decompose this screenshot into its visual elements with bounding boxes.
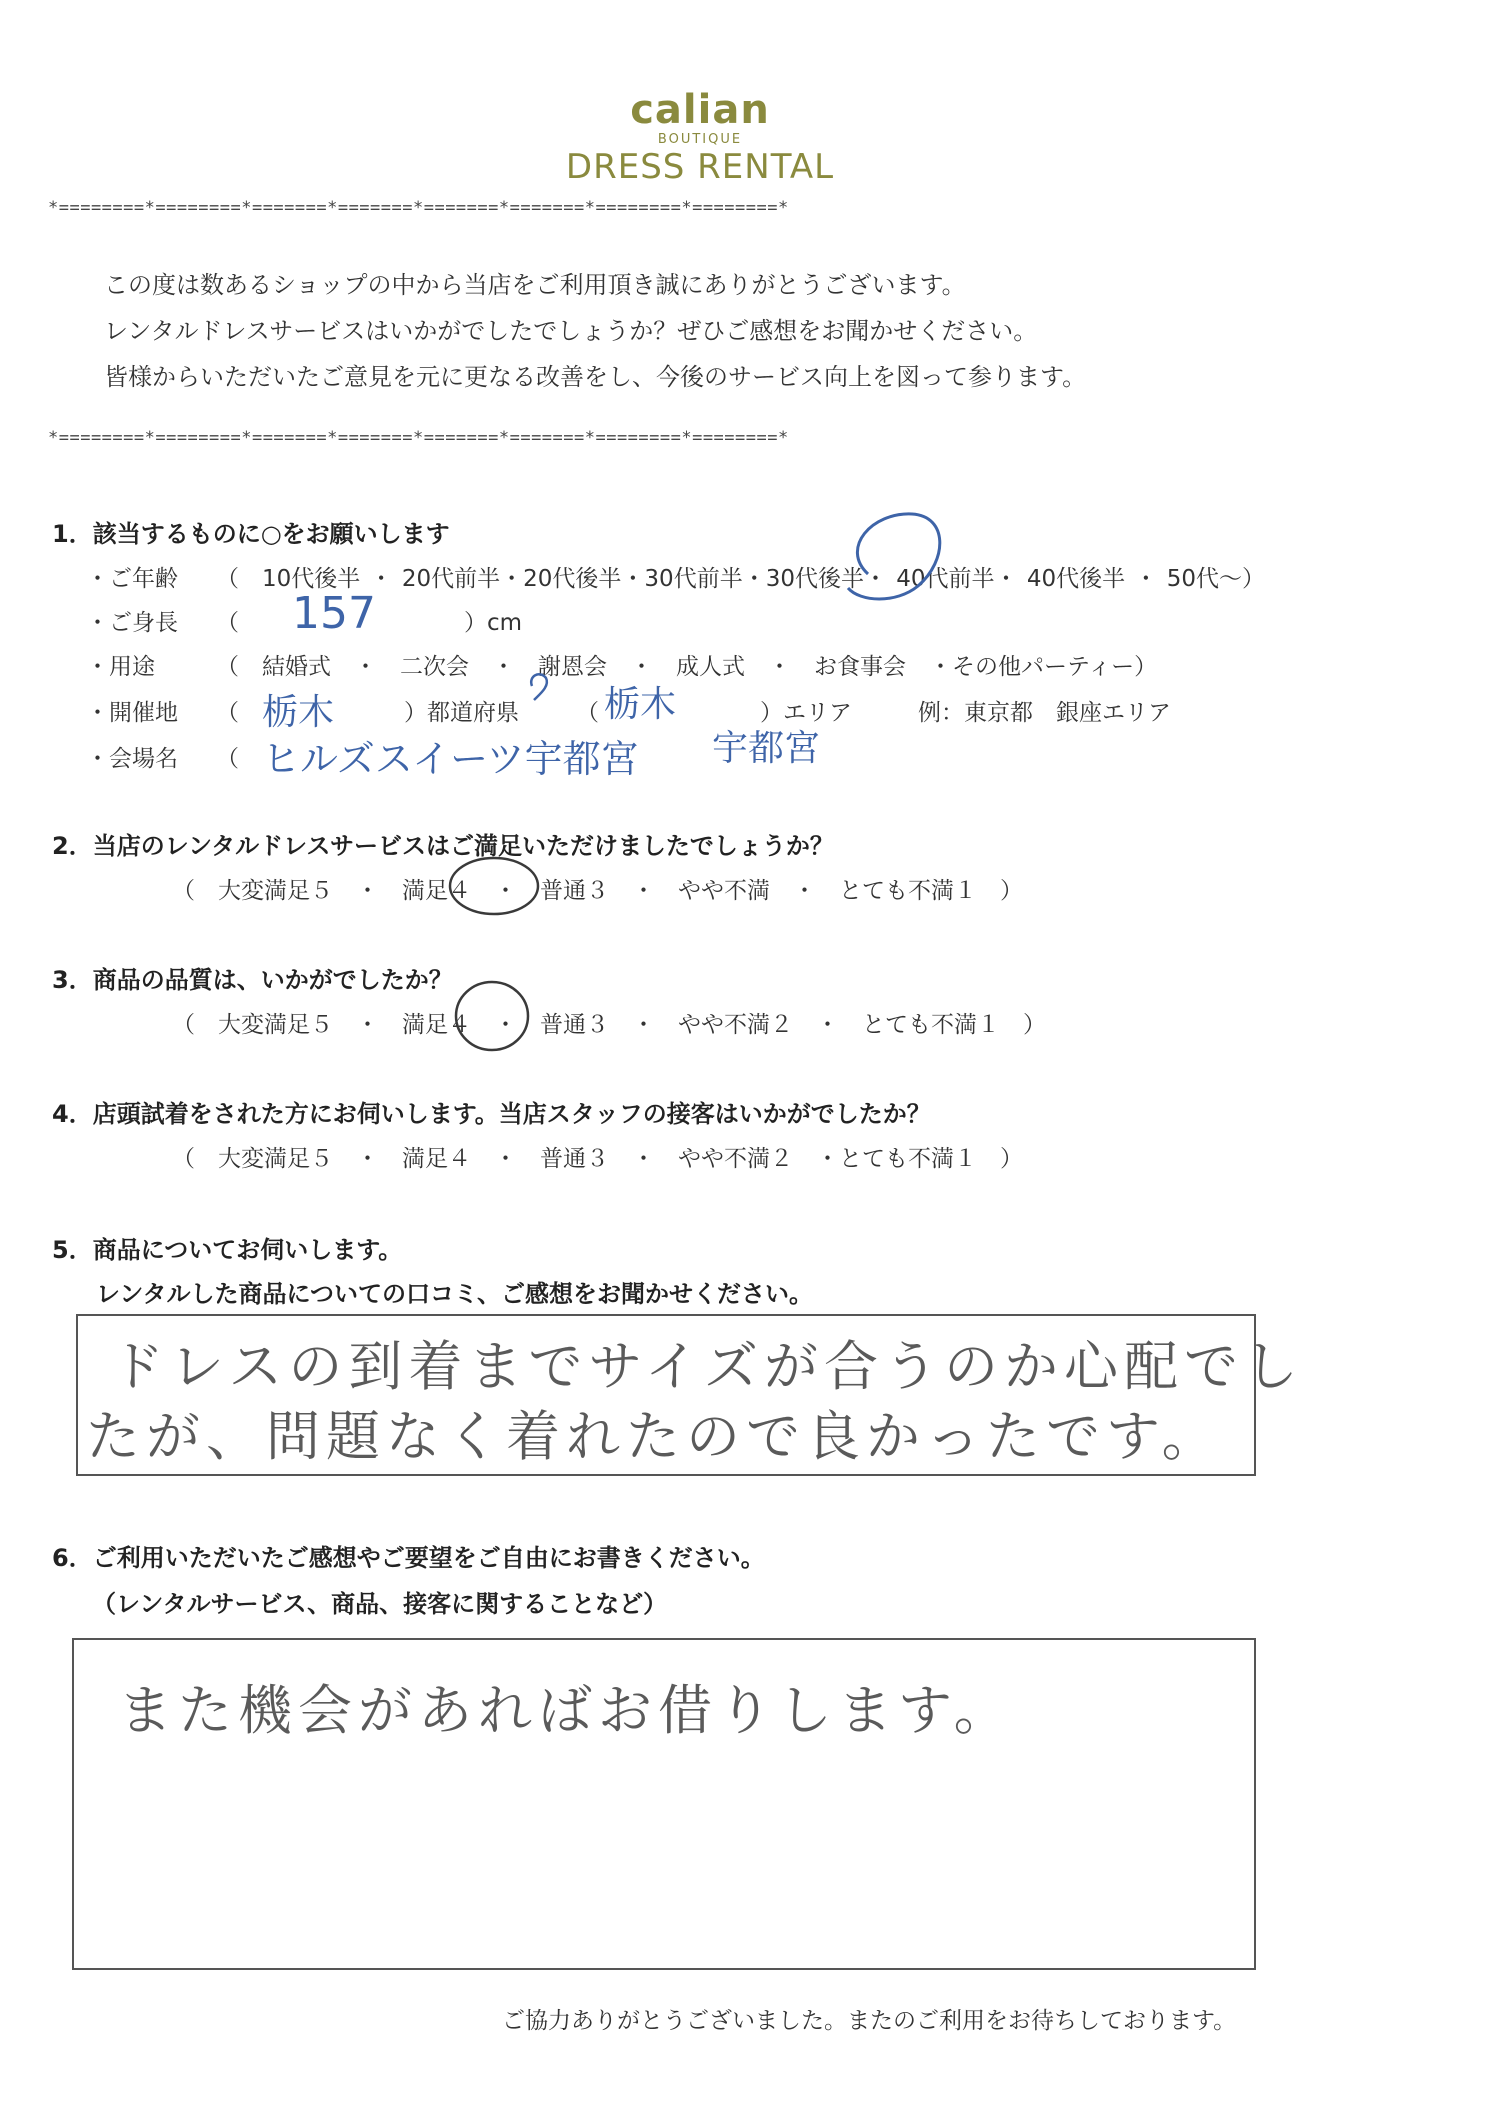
age-label: ・ご年齢 — [86, 566, 178, 592]
intro-text — [104, 262, 1354, 400]
venue-area-value: 栃木 — [604, 684, 677, 725]
q6-title: 6．ご利用いただいたご感想やご要望をご自由にお書きください。 — [52, 1544, 765, 1572]
logo — [0, 88, 1400, 187]
venue-area-open: （ — [576, 700, 599, 726]
age-options: （ 10代後半 ・ 20代前半・20代後半・30代前半・30代後半・ 40代前半・ 40代後半 ・ 50代～） — [216, 566, 1265, 592]
hall-label: ・会場名 — [86, 746, 178, 772]
venue-example: 例：東京都 銀座エリア — [918, 700, 1171, 726]
q3-title: 3．商品の品質は、いかがでしたか？ — [52, 966, 453, 994]
q5-title: 5．商品についてお伺いします。 — [52, 1236, 403, 1264]
q6-subtitle: （レンタルサービス、商品、接客に関することなど） — [92, 1590, 668, 1618]
purpose-options: （ 結婚式 ・ 二次会 ・ 謝恩会 ・ 成人式 ・ お食事会 ・その他パーティー） — [216, 654, 1158, 680]
q5-answer-line-1: ドレスの到着までサイズが合うのか心配でし — [110, 1335, 1305, 1398]
venue-row — [86, 694, 239, 727]
venue-label: ・開催地 — [86, 700, 178, 726]
venue-pref-suffix: ）都道府県 — [404, 700, 519, 726]
closing-text: ご協力ありがとうございました。またのご利用をお待ちしております。 — [502, 2008, 1237, 2034]
q5-answer-line-2: たが、問題なく着れたので良かったです。 — [86, 1405, 1222, 1468]
venue-area-handwritten: 宇都宮 — [712, 728, 821, 769]
q6-answer: また機会があればお借りします。 — [118, 1679, 1014, 1742]
q3-options: （ 大変満足５ ・ 満足４ ・ 普通３ ・ やや不満２ ・ とても不満１ ） — [172, 1012, 1046, 1038]
logo-title: DRESS RENTAL — [565, 147, 835, 187]
q2-options: （ 大変満足５ ・ 満足４ ・ 普通３ ・ やや不満 ・ とても不満１ ） — [172, 878, 1023, 904]
height-value: 157 — [292, 588, 376, 639]
q1-title: 1．該当するものに○をお願いします — [52, 520, 450, 548]
q2-title: 2．当店のレンタルドレスサービスはご満足いただけましたでしょうか？ — [52, 832, 834, 860]
venue-open: （ — [216, 700, 239, 726]
hall-value: ヒルズスイーツ宇都宮 — [262, 737, 639, 781]
intro-line-3: 皆様からいただいたご意見を元に更なる改善をし、今後のサービス向上を図って参ります。 — [104, 363, 1087, 391]
q5-subtitle: レンタルした商品についての口コミ、ご感想をお聞かせください。 — [96, 1280, 813, 1308]
hall-open: （ — [216, 746, 239, 772]
q4-title: 4．店頭試着をされた方にお伺いします。当店スタッフの接客はいかがでしたか？ — [52, 1100, 931, 1128]
logo-brand: calian — [630, 87, 770, 133]
venue-area-suffix: ）エリア — [760, 700, 852, 726]
age-row — [86, 560, 1265, 593]
divider-top: *========*========*=======*=======*=======*=======*========*========* — [48, 198, 789, 218]
venue-pref-value: 栃木 — [262, 692, 335, 733]
divider-bottom: *========*========*=======*=======*=======*=======*========*========* — [48, 428, 789, 448]
height-label: ・ご身長 — [86, 610, 178, 636]
intro-line-2: レンタルドレスサービスはいかがでしたでしょうか？ぜひご感想をお聞かせください。 — [104, 317, 1038, 345]
height-open: （ — [216, 610, 239, 636]
logo-sub: BOUTIQUE — [657, 132, 743, 147]
height-row — [86, 604, 239, 637]
q4-options: （ 大変満足５ ・ 満足４ ・ 普通３ ・ やや不満２ ・とても不満１ ） — [172, 1146, 1023, 1172]
hall-row — [86, 740, 239, 773]
intro-line-1: この度は数あるショップの中から当店をご利用頂き誠にありがとうございます。 — [104, 271, 966, 299]
purpose-label: ・用途 — [86, 654, 155, 680]
height-unit: ）cm — [464, 610, 523, 636]
